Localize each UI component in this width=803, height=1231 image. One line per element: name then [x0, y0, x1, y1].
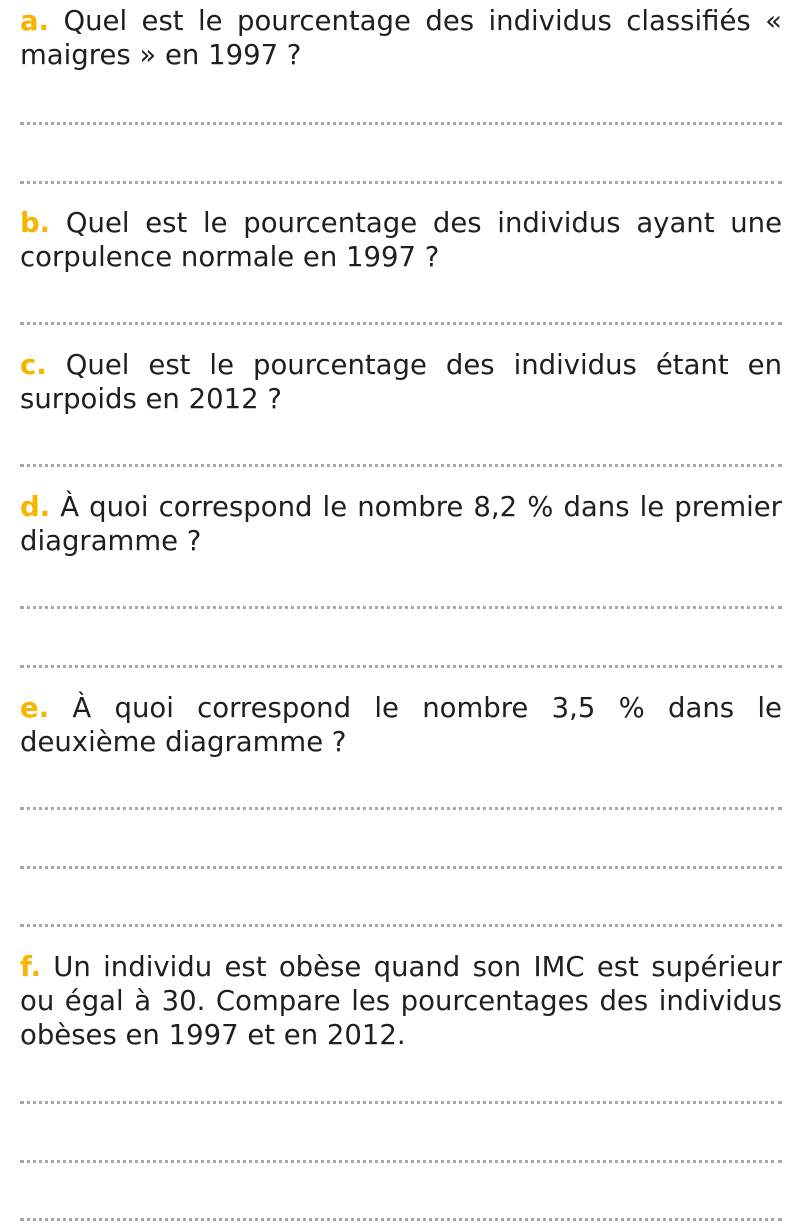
question-b-text: Quel est le pourcentage des individus ayant une corpulence normale en 1997 ?: [20, 207, 783, 273]
answer-line-e-3[interactable]: [20, 924, 782, 927]
answer-line-c-1[interactable]: [20, 464, 782, 467]
exercise-page: [20, 0, 782, 1231]
answer-line-a-2[interactable]: [20, 181, 782, 184]
question-c-text: Quel est le pourcentage des individus étant en surpoids en 2012 ?: [20, 349, 782, 415]
answer-line-a-1[interactable]: [20, 122, 782, 125]
question-a-text: Quel est le pourcentage des individus classifiés « maigres » en 1997 ?: [20, 5, 782, 71]
question-d: [20, 490, 782, 558]
question-f-letter: f.: [20, 951, 41, 983]
answer-line-b-1[interactable]: [20, 322, 782, 325]
answer-line-d-2[interactable]: [20, 665, 782, 668]
answer-line-e-1[interactable]: [20, 807, 782, 810]
question-b: [20, 206, 782, 274]
question-d-letter: d.: [20, 491, 51, 523]
question-d-text: À quoi correspond le nombre 8,2 % dans le premier diagramme ?: [20, 491, 782, 557]
question-e-letter: e.: [20, 692, 50, 724]
answer-line-d-1[interactable]: [20, 606, 782, 609]
answer-line-f-1[interactable]: [20, 1101, 782, 1104]
answer-line-f-3[interactable]: [20, 1218, 782, 1221]
question-f: [20, 950, 782, 1052]
answer-line-e-2[interactable]: [20, 866, 782, 869]
question-a-letter: a.: [20, 5, 50, 37]
question-c: [20, 348, 782, 416]
question-e-text: À quoi correspond le nombre 3,5 % dans le deuxième diagramme ?: [20, 692, 782, 758]
question-b-letter: b.: [20, 207, 51, 239]
question-f-text: Un individu est obèse quand son IMC est supérieur ou égal à 30. Compare les pourcentages des individus obèses en 1997 et en 2012.: [20, 951, 782, 1051]
question-a: [20, 4, 782, 72]
question-c-letter: c.: [20, 349, 47, 381]
question-e: [20, 691, 782, 759]
answer-line-f-2[interactable]: [20, 1160, 782, 1163]
